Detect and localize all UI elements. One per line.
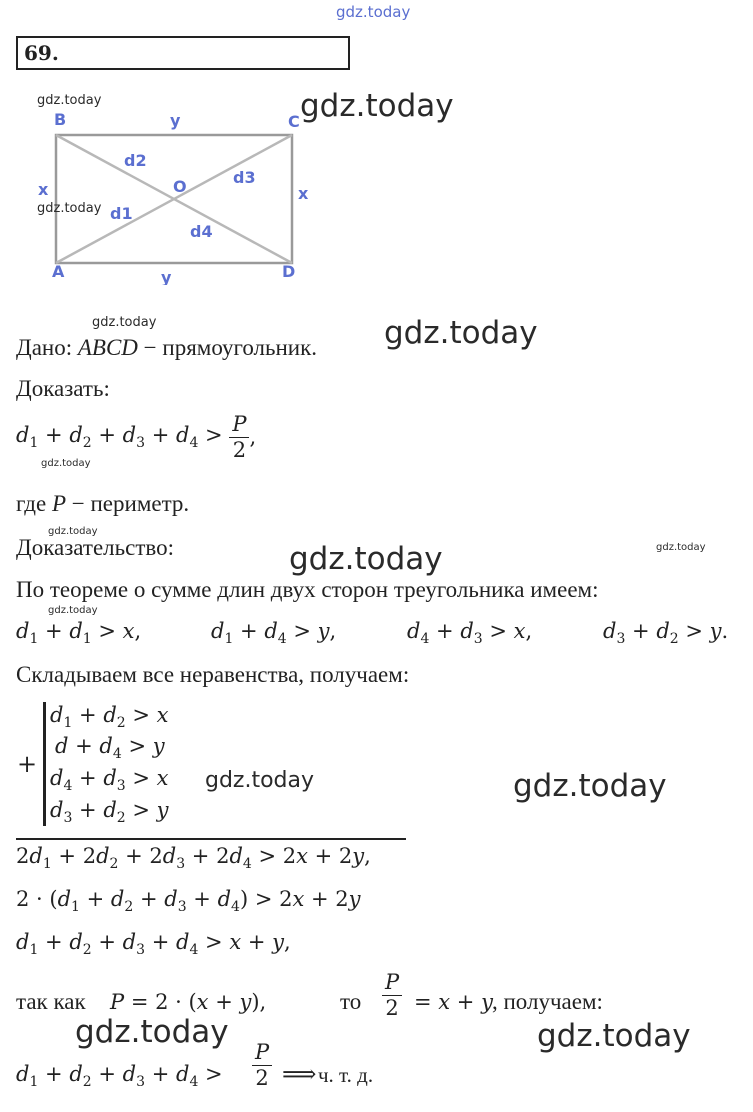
frac-den: 2: [385, 996, 399, 1020]
frac-num: P: [252, 1042, 272, 1066]
side-top-label: y: [170, 111, 181, 130]
frac-den: 2: [255, 1066, 269, 1090]
system-bracket: [43, 702, 46, 826]
where-p: P: [51, 491, 67, 516]
d1-label: d1: [110, 204, 133, 223]
sum-result-3: $d_1 + d_2 + d_3 + d_4 > x + y$,: [16, 930, 291, 958]
watermark: gdz.today: [48, 526, 98, 537]
summing-text: Складываем все неравенства, получаем:: [16, 662, 410, 687]
watermark: gdz.today: [41, 458, 91, 469]
given-line: [16, 336, 317, 359]
system-line-4: $d_3 + d_2 > y$: [50, 798, 169, 826]
inequality-1: $d_1 + d_1 > x$,: [16, 619, 142, 647]
vertex-a-label: A: [52, 262, 65, 281]
since-text: так как: [16, 989, 86, 1014]
frac-num: P: [229, 414, 249, 438]
side-right-label: x: [298, 184, 309, 203]
watermark: gdz.today: [300, 88, 454, 124]
given-prefix: Дано:: [16, 335, 73, 360]
watermark: gdz.today: [75, 1014, 229, 1050]
vertex-c-label: C: [288, 112, 300, 131]
side-bottom-label: y: [161, 268, 172, 285]
given-abcd: ABCD: [77, 335, 138, 360]
system-line-3: $d_4 + d_3 > x$: [50, 766, 169, 794]
rectangle-figure: [30, 105, 320, 285]
problem-number-box: [16, 36, 350, 70]
then-text: то: [340, 989, 362, 1014]
inequality-2: $d_1 + d_4 > y$,: [211, 619, 337, 647]
watermark: gdz.today: [48, 605, 98, 616]
watermark: gdz.today: [289, 541, 443, 577]
problem-number: 69.: [24, 41, 59, 65]
watermark: gdz.today: [205, 768, 315, 793]
given-suffix: − прямоугольник.: [143, 335, 318, 360]
prove-label: Доказать:: [16, 376, 110, 401]
system-line-1: $d_1 + d_2 > x$: [50, 703, 169, 731]
final-line: $d_1 + d_2 + d_3 + d_4$ > $\frac{P}{2}$ ⟹ ч. т. д.: [16, 1040, 374, 1090]
where-line: [16, 492, 189, 515]
sum-result-2: $2 \cdot (d_1 + d_2 + d_3 + d_4) > 2x + 2y$: [16, 887, 361, 915]
watermark: gdz.today: [37, 93, 102, 108]
frac-den: 2: [232, 438, 247, 462]
center-o-label: O: [173, 177, 187, 196]
vertex-d-label: D: [282, 262, 296, 281]
vertex-b-label: B: [54, 110, 67, 129]
sum-rule: [16, 838, 406, 840]
d3-label: d3: [233, 168, 256, 187]
plus-sign: +: [17, 750, 38, 778]
watermark: gdz.today: [537, 1018, 691, 1054]
watermark: gdz.today: [92, 315, 157, 330]
watermark: gdz.today: [384, 315, 538, 351]
inequality-3: $d_4 + d_3 > x$,: [407, 619, 533, 647]
inequality-4: $d_3 + d_2 > y$.: [603, 619, 729, 647]
watermark: gdz.today: [513, 768, 667, 804]
frac-num: P: [382, 972, 402, 996]
prove-inequality: $d_1 + d_2 + d_3 + d_4$ > $\frac{P}{2}$ ,: [16, 412, 257, 462]
proof-label: Доказательство:: [16, 535, 175, 560]
watermark: gdz.today: [37, 201, 102, 216]
d4-label: d4: [190, 222, 213, 241]
theorem-text: По теореме о сумме длин двух сторон треугольника имеем:: [16, 577, 599, 602]
obtain-text: , получаем:: [492, 989, 603, 1014]
sum-result-1: $2d_1 + 2d_2 + 2d_3 + 2d_4 > 2x + 2y$,: [16, 844, 371, 872]
watermark: gdz.today: [336, 3, 411, 21]
d2-label: d2: [124, 151, 147, 170]
where-text: где: [16, 491, 47, 516]
side-left-label: x: [38, 180, 49, 199]
system-line-2: $d + d_4 > y$: [55, 734, 165, 762]
watermark: gdz.today: [656, 542, 706, 553]
where-rest: − периметр.: [71, 491, 190, 516]
qed-text: ч. т. д.: [318, 1063, 374, 1087]
